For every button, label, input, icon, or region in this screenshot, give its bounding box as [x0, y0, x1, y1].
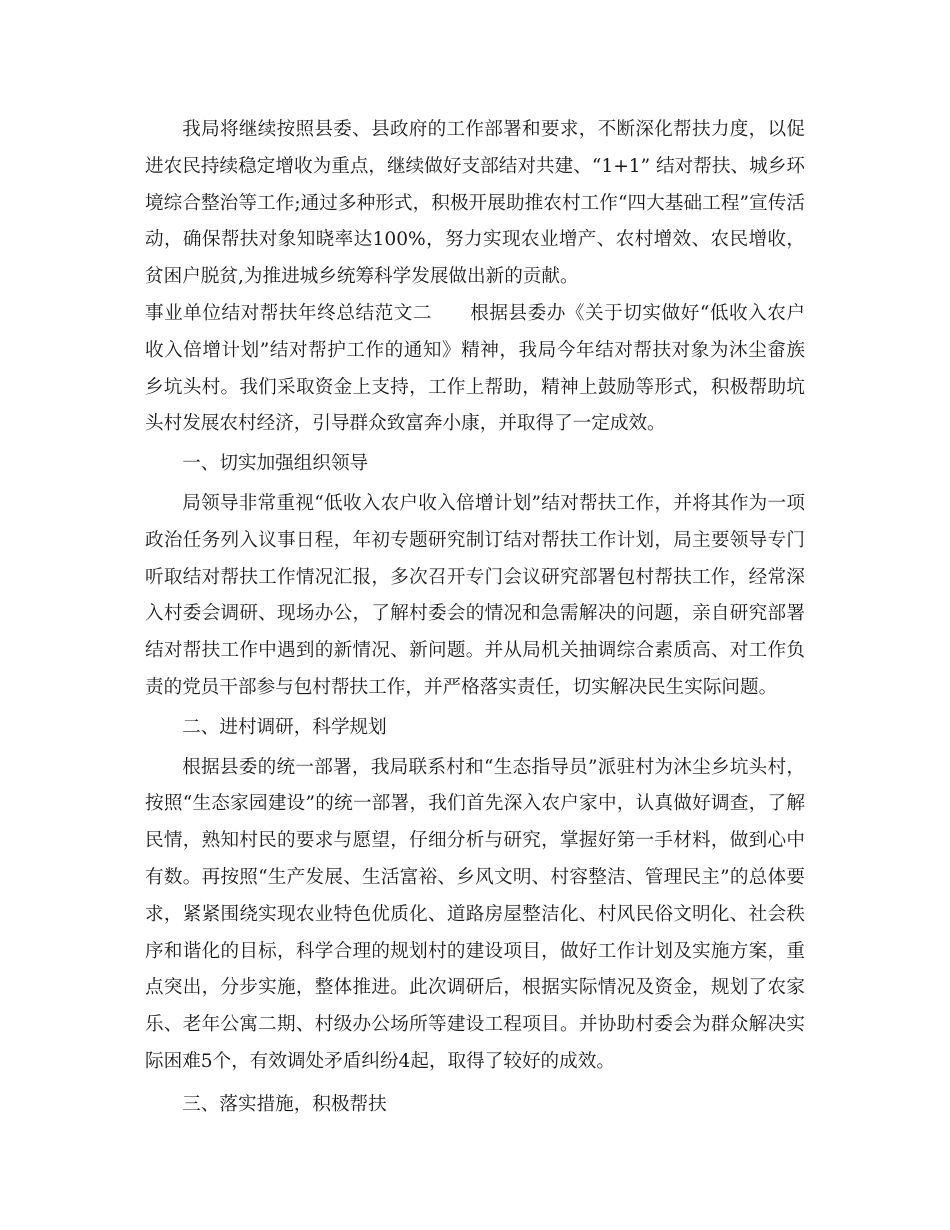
document-body: [145, 112, 805, 1124]
heading-implement-measures: 三、落实措施，积极帮扶: [182, 1093, 387, 1115]
paragraph-village-research: 根据县委的统一部署，我局联系村和“生态指导员”派驻村为沐尘乡坑头村，按照“生态家园建设”的统一部署，我们首先深入农户家中，认真做好调查，了解民情，熟知村民的要求与愿望，仔细分析与研究，掌握好第一手材料，做到心中有数。再按照“生产发展、生活富裕、乡风文明、村容整洁、管理民主”的总体要求，紧紧围绕实现农业特色优质化、道路房屋整洁化、村风民俗文明化、社会秩序和谐化的目标，科学合理的规划村的建设项目，做好工作计划及实施方案，重点突出，分步实施，整体推进。此次调研后，根据实际情况及资金，规划了农家乐、老年公寓二期、村级办公场所等建设工程项目。并协助村委会为群众解决实际困难5个，有效调处矛盾纠纷4起，取得了较好的成效。: [145, 756, 805, 1072]
paragraph-section-two-intro: 事业单位结对帮扶年终总结范文二 根据县委办《关于切实做好“低收入农户收入倍增计划”结对帮护工作的通知》精神，我局今年结对帮扶对象为沐尘畲族乡坑头村。我们采取资金上支持，工作上帮助，精神上鼓励等形式，积极帮助坑头村发展农村经济，引导群众致富奔小康，并取得了一定成效。: [145, 302, 805, 435]
heading-village-research: 二、进村调研，科学规划: [182, 716, 387, 738]
heading-organization-leadership: 一、切实加强组织领导: [182, 453, 369, 475]
paragraph-organization-leadership: 局领导非常重视“低收入农户收入倍增计划”结对帮扶工作，并将其作为一项政治任务列入议事日程，年初专题研究制订结对帮扶工作计划，局主要领导专门听取结对帮扶工作情况汇报，多次召开专门会议研究部署包村帮扶工作，经常深入村委会调研、现场办公，了解村委会的情况和急需解决的问题，亲自研究部署结对帮扶工作中遇到的新情况、新问题。并从局机关抽调综合素质高、对工作负责的党员干部参与包村帮扶工作，并严格落实责任，切实解决民生实际问题。: [145, 492, 805, 698]
paragraph-closing-summary: 我局将继续按照县委、县政府的工作部署和要求，不断深化帮扶力度，以促进农民持续稳定增收为重点，继续做好支部结对共建、“1+1” 结对帮扶、城乡环境综合整治等工作;通过多种形式，积极开展助推农村工作“四大基础工程”宣传活动，确保帮扶对象知晓率达100%，努力实现农业增产、农村增效、农民增收，贫困户脱贫,为推进城乡统筹科学发展做出新的贡献。: [145, 119, 805, 288]
